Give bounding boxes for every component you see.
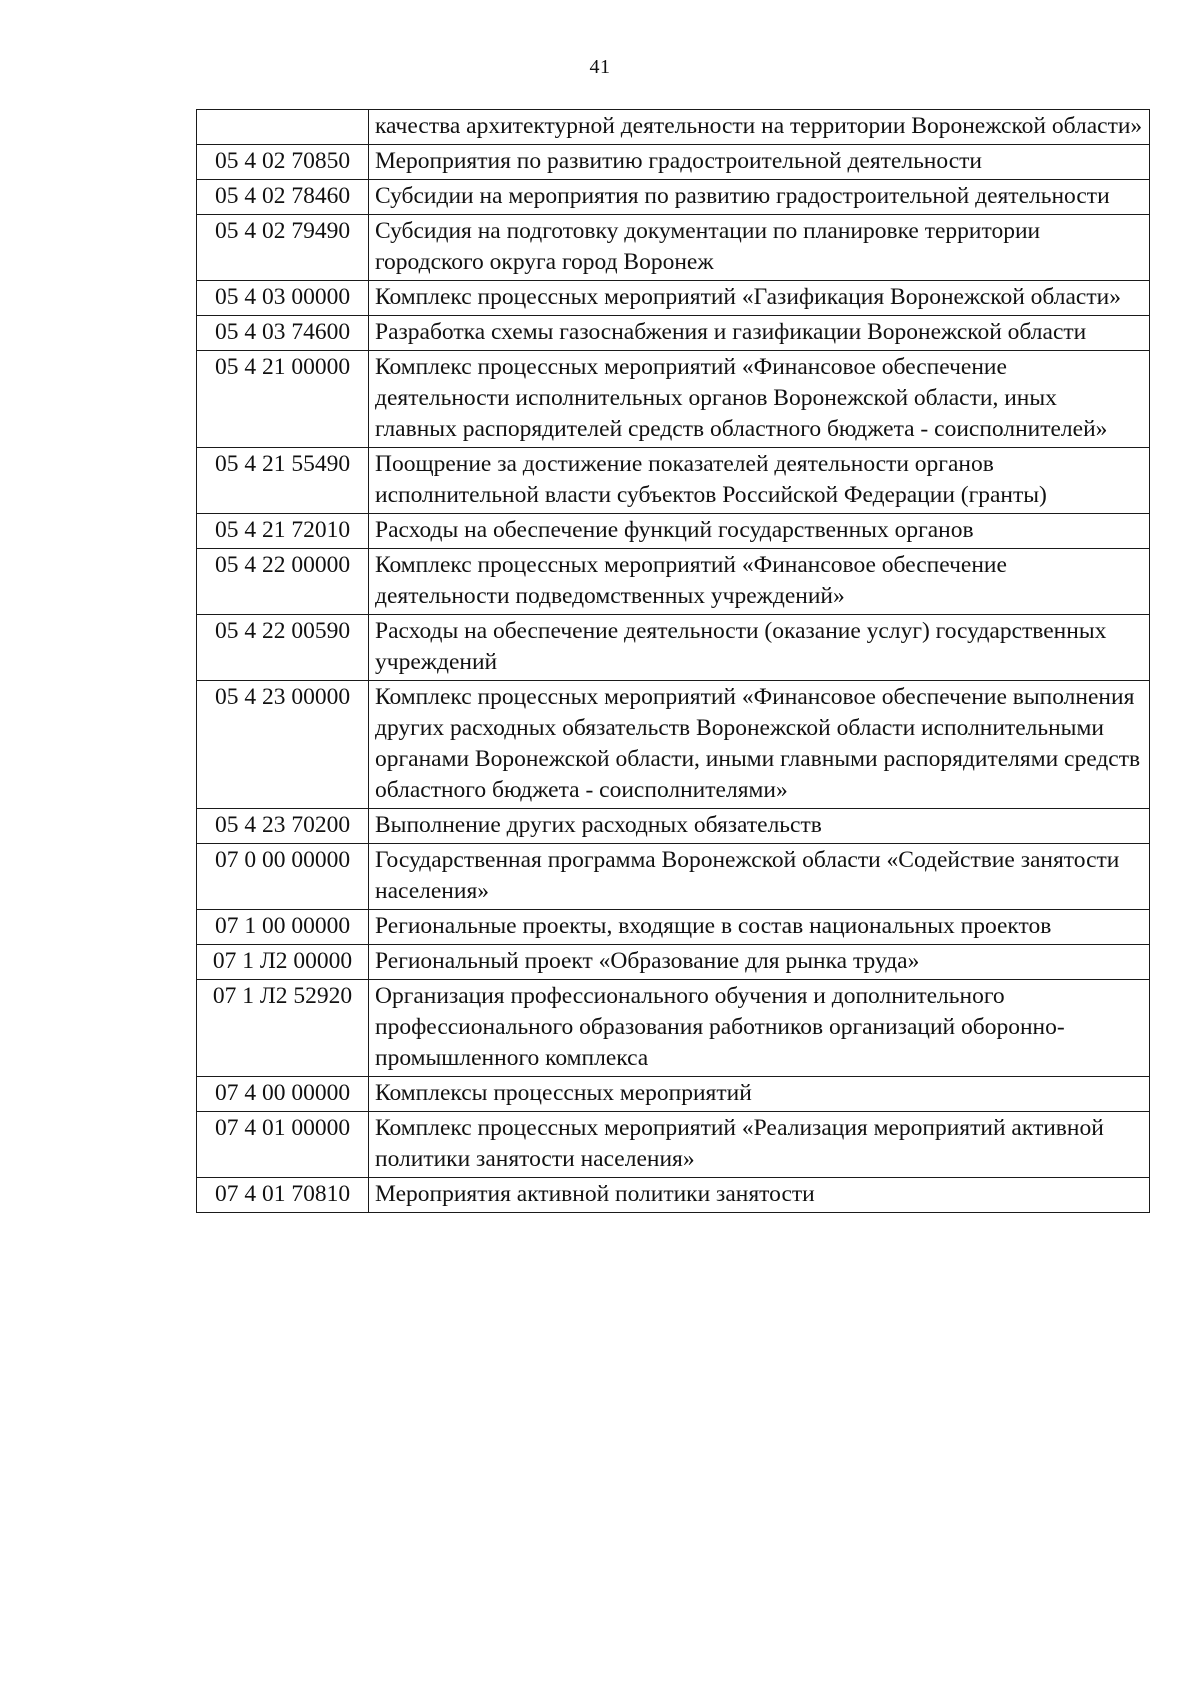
expense-name-cell: качества архитектурной деятельности на территории Воронежской области» (369, 110, 1150, 145)
classification-code-cell: 05 4 21 72010 (197, 514, 369, 549)
expense-name-cell: Поощрение за достижение показателей деятельности органов исполнительной власти субъектов Российской Федерации (гранты) (369, 448, 1150, 514)
table-row (197, 615, 1150, 681)
expense-name-cell: Субсидии на мероприятия по развитию градостроительной деятельности (369, 180, 1150, 215)
classification-code-cell: 07 1 Л2 00000 (197, 945, 369, 980)
classification-code-cell: 07 4 00 00000 (197, 1077, 369, 1112)
table-row (197, 514, 1150, 549)
table-row (197, 448, 1150, 514)
expense-name-cell: Региональные проекты, входящие в состав национальных проектов (369, 910, 1150, 945)
budget-classification-table (196, 109, 1150, 1213)
table-row (197, 351, 1150, 448)
expense-name-cell: Государственная программа Воронежской области «Содействие занятости населения» (369, 844, 1150, 910)
classification-code-cell: 05 4 22 00590 (197, 615, 369, 681)
table-row (197, 945, 1150, 980)
expense-name-cell: Комплекс процессных мероприятий «Газификация Воронежской области» (369, 281, 1150, 316)
table-row (197, 281, 1150, 316)
table-row (197, 1112, 1150, 1178)
table-row (197, 145, 1150, 180)
classification-code-cell: 07 4 01 00000 (197, 1112, 369, 1178)
classification-code-cell: 07 1 00 00000 (197, 910, 369, 945)
classification-code-cell: 05 4 23 70200 (197, 809, 369, 844)
classification-code-cell: 05 4 02 70850 (197, 145, 369, 180)
expense-name-cell: Разработка схемы газоснабжения и газификации Воронежской области (369, 316, 1150, 351)
expense-name-cell: Региональный проект «Образование для рынка труда» (369, 945, 1150, 980)
classification-code-cell: 05 4 21 55490 (197, 448, 369, 514)
classification-code-cell: 07 4 01 70810 (197, 1178, 369, 1213)
table-row (197, 110, 1150, 145)
table-row (197, 1178, 1150, 1213)
classification-code-cell: 05 4 22 00000 (197, 549, 369, 615)
expense-name-cell: Комплекс процессных мероприятий «Реализация мероприятий активной политики занятости населения» (369, 1112, 1150, 1178)
expense-name-cell: Организация профессионального обучения и дополнительного профессионального образования работников организаций оборонно-промышленного комплекса (369, 980, 1150, 1077)
table-body (197, 110, 1150, 1213)
page-number: 41 (589, 56, 611, 78)
classification-code-cell: 05 4 23 00000 (197, 681, 369, 809)
classification-code-cell: 05 4 02 78460 (197, 180, 369, 215)
table-row (197, 180, 1150, 215)
table-row (197, 980, 1150, 1077)
expense-name-cell: Мероприятия по развитию градостроительной деятельности (369, 145, 1150, 180)
classification-code-cell (197, 110, 369, 145)
classification-code-cell: 05 4 21 00000 (197, 351, 369, 448)
expense-name-cell: Расходы на обеспечение деятельности (оказание услуг) государственных учреждений (369, 615, 1150, 681)
table-row (197, 910, 1150, 945)
expense-name-cell: Комплекс процессных мероприятий «Финансовое обеспечение выполнения других расходных обязательств Воронежской области исполнительными органами Воронежской области, иными главными распорядителями средств областного бюджета - соисполнителями» (369, 681, 1150, 809)
table-row (197, 844, 1150, 910)
table-row (197, 316, 1150, 351)
table-row (197, 809, 1150, 844)
classification-code-cell: 07 0 00 00000 (197, 844, 369, 910)
classification-code-cell: 05 4 03 74600 (197, 316, 369, 351)
classification-code-cell: 05 4 02 79490 (197, 215, 369, 281)
expense-name-cell: Комплекс процессных мероприятий «Финансовое обеспечение деятельности исполнительных органов Воронежской области, иных главных распорядителей средств областного бюджета - соисполнителей» (369, 351, 1150, 448)
expense-name-cell: Выполнение других расходных обязательств (369, 809, 1150, 844)
table-row (197, 681, 1150, 809)
expense-name-cell: Мероприятия активной политики занятости (369, 1178, 1150, 1213)
expense-name-cell: Субсидия на подготовку документации по планировке территории городского округа город Воронеж (369, 215, 1150, 281)
classification-code-cell: 05 4 03 00000 (197, 281, 369, 316)
classification-code-cell: 07 1 Л2 52920 (197, 980, 369, 1077)
table-row (197, 1077, 1150, 1112)
expense-name-cell: Комплексы процессных мероприятий (369, 1077, 1150, 1112)
table-row (197, 549, 1150, 615)
table-row (197, 215, 1150, 281)
expense-name-cell: Расходы на обеспечение функций государственных органов (369, 514, 1150, 549)
expense-name-cell: Комплекс процессных мероприятий «Финансовое обеспечение деятельности подведомственных учреждений» (369, 549, 1150, 615)
